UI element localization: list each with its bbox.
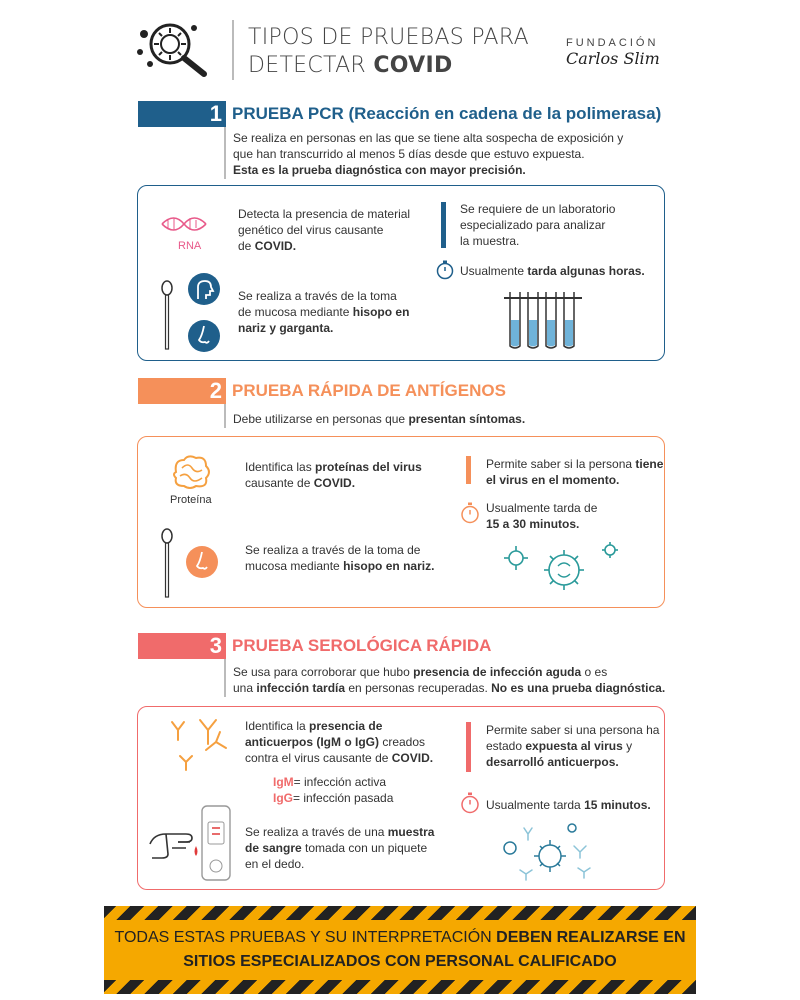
hazard-stripe-bottom (104, 980, 696, 994)
serology-blood-text: Se realiza a través de una muestra de sangre tomada con un piquete en el dedo. (245, 825, 435, 871)
antibody-icon (160, 716, 232, 772)
hazard-stripe-top (104, 906, 696, 920)
antigen-time-text: Usualmente tarda de 15 a 30 minutos. (486, 501, 598, 531)
rna-label: RNA (178, 240, 202, 252)
pcr-lab-text: Se requiere de un laboratorio especializado para analizar la muestra. (460, 202, 616, 248)
antigen-accent-bar (466, 456, 471, 484)
antigen-desc-line (224, 404, 226, 428)
serology-desc-line (224, 659, 226, 697)
footer-text: TODAS ESTAS PRUEBAS Y SU INTERPRETACIÓN DEBEN REALIZARSE EN SITIOS ESPECIALIZADOS CON PERSONAL CALIFICADO (114, 929, 686, 970)
footer-warning-banner (104, 906, 696, 994)
serology-accent-bar (466, 722, 471, 772)
swab-icon (160, 528, 174, 598)
throat-icon (188, 273, 220, 305)
pcr-detect-text: Detecta la presencia de material genético del virus causante de COVID. (238, 207, 411, 253)
serology-section-title: PRUEBA SEROLÓGICA RÁPIDA (232, 636, 492, 655)
protein-label: Proteína (170, 494, 212, 506)
virus-icon (498, 540, 628, 596)
serology-know-text: Permite saber si una persona ha estado expuesta al virus y desarrolló anticuerpos. (486, 723, 660, 769)
pcr-swab-text: Se realiza a través de la toma de mucosa mediante hisopo en nariz y garganta. (238, 289, 410, 335)
nose-icon (188, 320, 220, 352)
serology-section-bar: 3 (138, 633, 226, 659)
virus-magnifier-icon (132, 18, 218, 80)
org-name: FUNDACIÓN (566, 37, 659, 49)
antigen-section-title: PRUEBA RÁPIDA DE ANTÍGENOS (232, 381, 506, 400)
stopwatch-icon (460, 502, 480, 524)
swab-icon (160, 280, 174, 350)
pcr-section-bar: 1 (138, 101, 226, 127)
serology-time-text: Usualmente tarda 15 minutos. (486, 798, 651, 812)
pcr-section-title: PRUEBA PCR (Reacción en cadena de la polimerasa) (232, 104, 662, 123)
header-divider (232, 20, 234, 80)
antigen-section-bar: 2 (138, 378, 226, 404)
stopwatch-icon (436, 260, 454, 280)
antigen-identify-text: Identifica las proteínas del virus causante de COVID. (245, 460, 422, 490)
nose-icon (186, 546, 218, 578)
test-tubes-icon (502, 288, 584, 350)
org-logo-signature: Carlos Slim (566, 49, 660, 68)
antigen-know-text: Permite saber si la persona tiene el virus en el momento. (486, 457, 664, 487)
stopwatch-icon (460, 792, 480, 814)
pcr-time-text: Usualmente tarda algunas horas. (460, 264, 645, 278)
page-title: TIPOS DE PRUEBAS PARA DETECTAR COVID (248, 25, 529, 78)
antigen-description: Debe utilizarse en personas que presentan síntomas. (233, 412, 526, 426)
pcr-desc-line (224, 127, 226, 179)
finger-prick-icon (148, 804, 238, 884)
protein-icon (170, 454, 212, 490)
antigen-swab-text: Se realiza a través de la toma de mucosa mediante hisopo en nariz. (245, 543, 435, 573)
pcr-description: Se realiza en personas en las que se tiene alta sospecha de exposición y que han transcurrido al menos 5 días desde que estuvo expuesta. Esta es la prueba diagnóstica con mayor precisión. (233, 131, 624, 177)
virus-antibodies-icon (494, 818, 594, 882)
pcr-accent-bar (441, 202, 446, 248)
serology-identify-text: Identifica la presencia de anticuerpos (IgM o IgG) creados contra el virus causante de COVID. (245, 719, 434, 765)
serology-description: Se usa para corroborar que hubo presencia de infección aguda o es una infección tardía en personas recuperadas. No es una prueba diagnóstica. (233, 665, 666, 695)
igm-igg-legend: IgM= infección activa IgG= infección pasada (273, 775, 394, 805)
